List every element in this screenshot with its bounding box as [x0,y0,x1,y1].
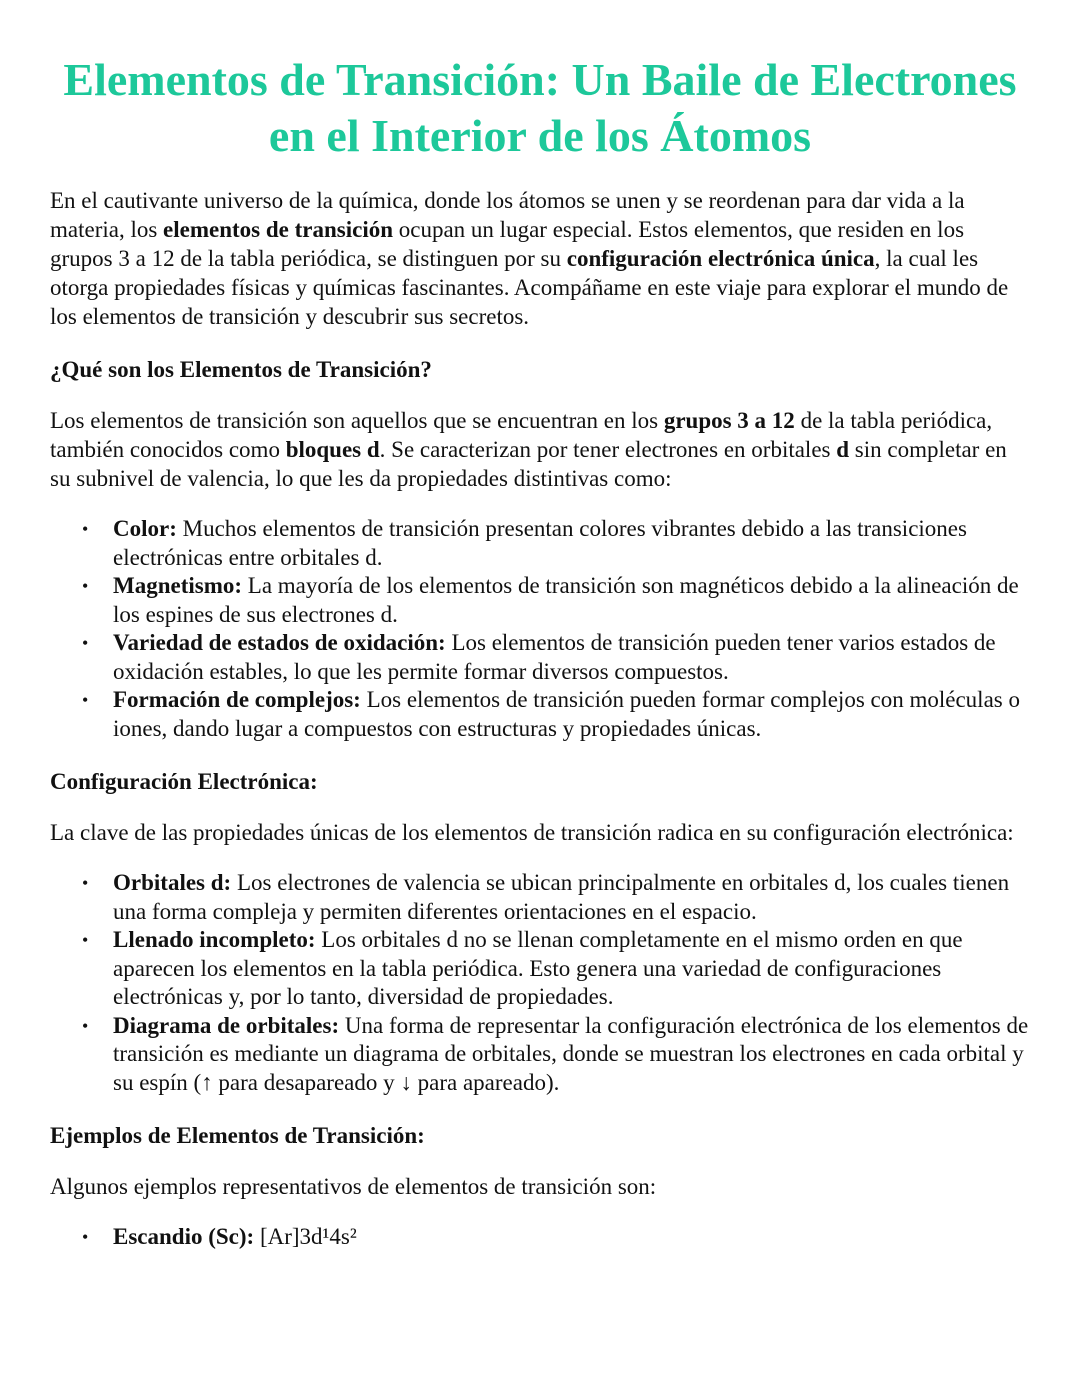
section-paragraph-configuration [50,818,1030,847]
item-text: Los elementos de transición pueden formar complejos con moléculas o iones, dando lugar a compuestos con estructuras y propiedades únicas. [113,687,1020,741]
section-heading-examples: Ejemplos de Elementos de Transición: [50,1123,425,1148]
item-label: Llenado incompleto: [113,927,316,952]
bullet-icon: • [82,519,89,539]
item-text: [Ar]3d¹4s² [254,1224,357,1249]
examples-list [50,1223,1030,1252]
item-label: Color: [113,516,177,541]
item-text: Una forma de representar la configuración electrónica de los elementos de transición es mediante un diagrama de orbitales, donde se muestran los electrones en cada orbital y su espín (↑ para desapareado y ↓ para apareado). [113,1012,1029,1095]
document-title: Elementos de Transición: Un Baile de Electrones en el Interior de los Átomos [63,54,1017,161]
section-heading-what-are: ¿Qué son los Elementos de Transición? [50,357,432,382]
list-item [82,1012,1030,1098]
list-item [82,572,1030,629]
section-paragraph-what-are [50,406,1030,493]
item-text: Los electrones de valencia se ubican principalmente en orbitales d, los cuales tienen una forma compleja y permiten diferentes orientaciones en el espacio. [113,870,1010,924]
list-item [82,629,1030,686]
bullet-icon: • [82,690,89,710]
item-text: Los elementos de transición pueden tener varios estados de oxidación estables, lo que les permite formar diversos compuestos. [113,630,996,684]
bullet-icon: • [82,873,89,893]
intro-bold-1: elementos de transición [163,217,394,242]
bold-text: grupos 3 a 12 [663,408,795,433]
text: sin completar en su subnivel de valencia, lo que les da propiedades distintivas como: [50,437,1007,491]
bullet-icon: • [82,1015,89,1036]
configuration-list [50,869,1030,1097]
intro-text-3: , la cual les otorga propiedades físicas y químicas fascinantes. Acompáñame en este viaje para explorar el mundo de los elementos de transición y descubrir sus secretos. [50,246,1009,329]
intro-text-1: En el cautivante universo de la química, donde los átomos se unen y se reordenan para dar vida a la materia, los [50,188,965,242]
list-item [82,686,1030,743]
list-item [82,1223,1030,1252]
intro-text-2: ocupan un lugar especial. Estos elementos, que residen en los grupos 3 a 12 de la tabla periódica, se distinguen por su [50,217,965,271]
bold-text: bloques d [285,437,380,462]
text: . Se caracterizan por tener electrones en orbitales [379,437,837,462]
properties-list [50,515,1030,743]
section-heading-configuration: Configuración Electrónica: [50,769,318,794]
item-text: La mayoría de los elementos de transición son magnéticos debido a la alineación de los espines de sus electrones d. [113,573,1019,627]
list-item [82,869,1030,926]
intro-bold-2: configuración electrónica única [566,246,875,271]
item-label: Magnetismo: [113,573,243,598]
bullet-icon: • [82,633,89,653]
list-item [82,515,1030,572]
bullet-icon: • [82,576,89,596]
text: de la tabla periódica, también conocidos como [50,408,993,462]
item-label: Formación de complejos: [113,687,361,712]
item-label: Orbitales d: [113,870,232,895]
item-label: Escandio (Sc): [113,1224,255,1249]
text: La clave de las propiedades únicas de los elementos de transición radica en su configuración electrónica: [50,820,1014,845]
list-item [82,926,1030,1012]
item-label: Diagrama de orbitales: [113,1012,340,1038]
item-text: Los orbitales d no se llenan completamente en el mismo orden en que aparecen los elementos en la tabla periódica. Esto genera una variedad de configuraciones electrónicas y, por lo tanto, diversidad de propiedades. [113,927,963,1009]
bold-text: d [836,437,850,462]
bullet-icon: • [82,1227,89,1247]
bullet-icon: • [82,930,89,950]
section-paragraph-examples [50,1172,1030,1201]
item-label: Variedad de estados de oxidación: [113,630,446,655]
item-text: Muchos elementos de transición presentan colores vibrantes debido a las transiciones electrónicas entre orbitales d. [113,516,967,570]
intro-paragraph [50,186,1030,331]
text: Los elementos de transición son aquellos que se encuentran en los [50,408,664,433]
text: Algunos ejemplos representativos de elementos de transición son: [50,1174,657,1199]
